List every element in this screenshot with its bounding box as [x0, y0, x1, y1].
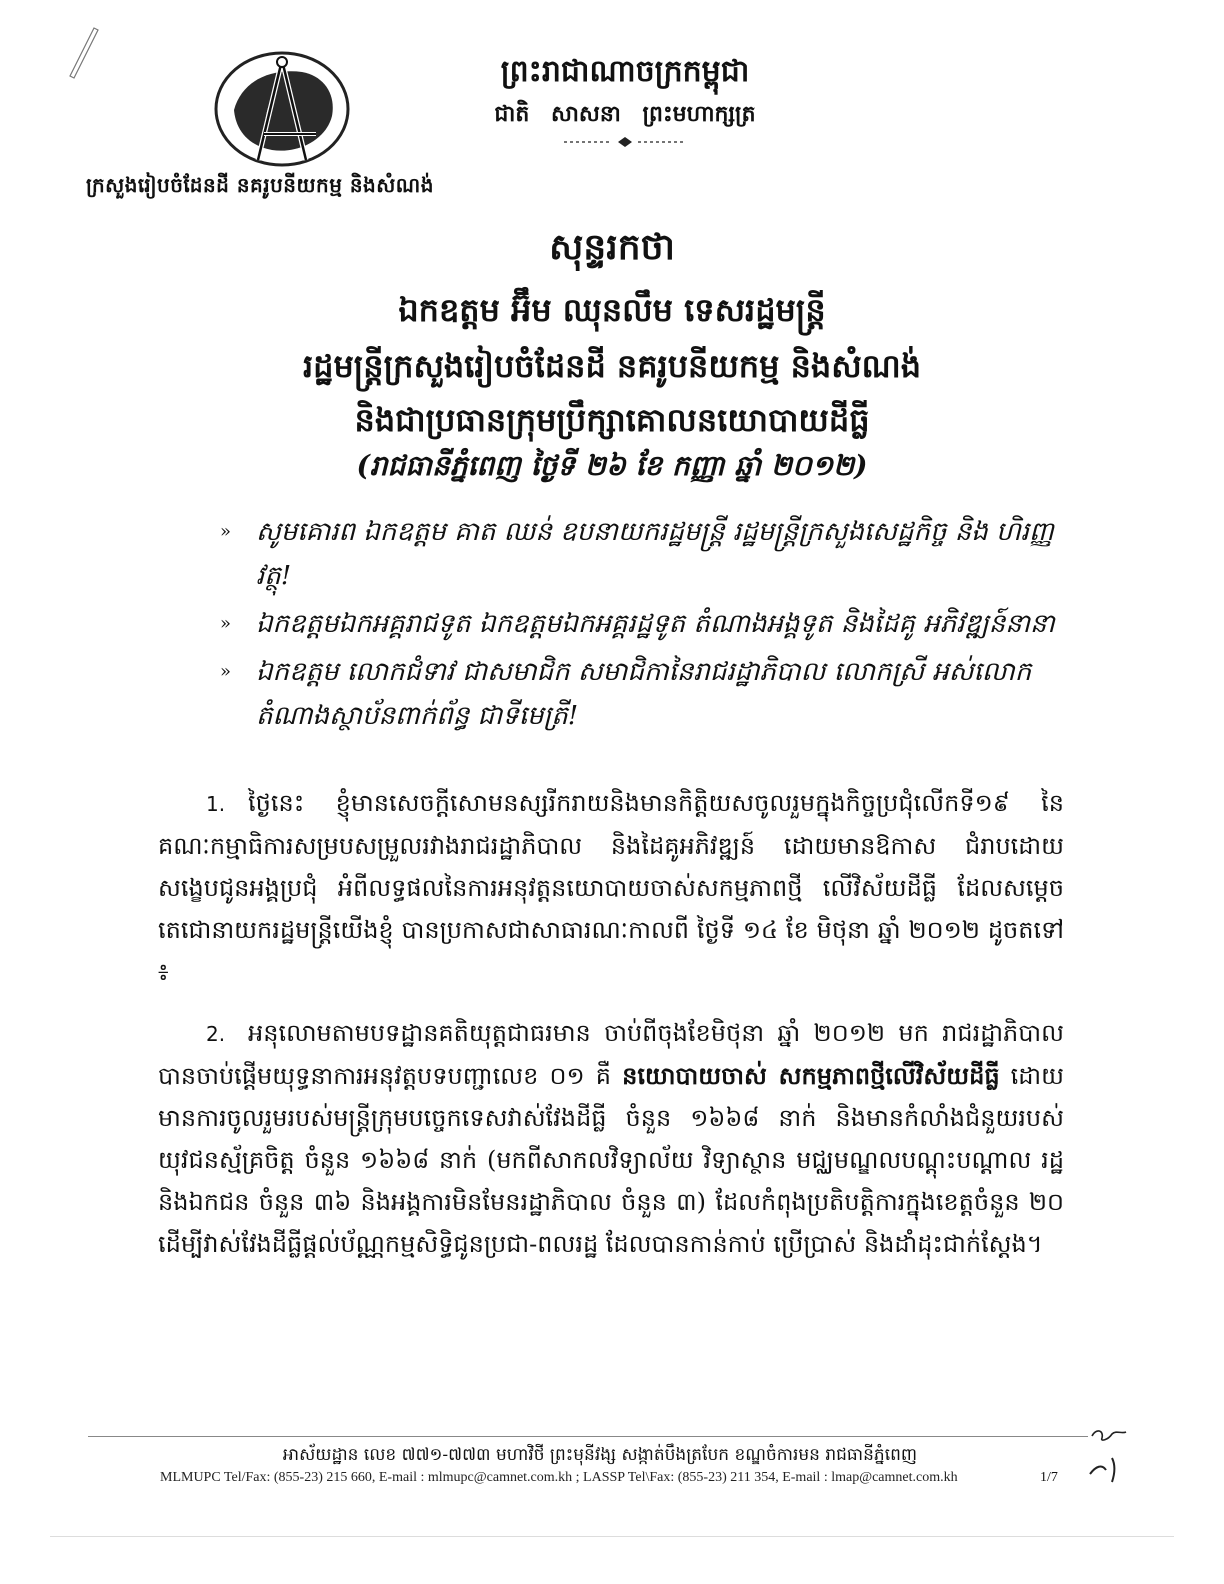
salutation-item: [220, 650, 1080, 738]
paragraph-1: [158, 782, 1064, 993]
ministry-logo-icon: [212, 50, 352, 168]
salutation-text: ឯកឧត្តមឯកអគ្គរាជទូត ឯកឧត្តមឯកអគ្គរដ្ឋទូត តំណាងអង្គទូត និងដៃគូ អភិវឌ្ឍន៍នានា: [256, 609, 1055, 639]
paragraph-text: អនុលោមតាមបទដ្ឋានគតិយុត្តជាធរមាន ចាប់ពីចុងខែមិថុនា ឆ្នាំ ២០១២ មក រាជរដ្ឋាភិបាល បានចាប់ផ្តើមយុទ្ធនាការអនុវត្តបទបញ្ជាលេខ ០១ គឺ: [158, 1019, 1064, 1090]
national-motto: ជាតិ សាសនា ព្រះមហាក្សត្រ: [494, 101, 756, 127]
salutation-list: [220, 510, 1080, 742]
ministry-label: ក្រសួងរៀបចំដែនដី នគរូបនីយកម្ម និងសំណង់: [86, 173, 434, 197]
page-number: 1/7: [1040, 1470, 1058, 1485]
salutation-item: [220, 602, 1080, 646]
speaker-role-line-2: និងជាប្រធានក្រុមប្រឹក្សាគោលនយោបាយដីធ្លី: [354, 401, 870, 439]
footer-contact: MLMUPC Tel/Fax: (855-23) 215 660, E-mail : mlmupc@camnet.com.kh ; LASSP Tel\Fax: (855-23) 211 354, E-mail : lmap@camnet.com.kh: [160, 1470, 958, 1485]
kingdom-title: ព្រះរាជាណាចក្រកម្ពុជា: [500, 54, 750, 89]
paragraph-2: [158, 1012, 1064, 1265]
document-title: សុន្ទរកថា: [549, 226, 675, 268]
place-and-date: (រាជធានីភ្នំពេញ ថ្ងៃទី ២៦ ខែ កញ្ញា ឆ្នាំ ២០១២): [356, 449, 868, 482]
handwritten-initials: [1086, 1424, 1136, 1484]
bullet-icon: »: [220, 521, 232, 542]
paragraph-number: 1.: [206, 792, 226, 816]
pen-scribble: [64, 22, 104, 82]
motto-ornament-divider: [560, 136, 690, 148]
page-bottom-edge: [50, 1536, 1174, 1537]
speaker-role-line: រដ្ឋមន្ត្រីក្រសួងរៀបចំដែនដី នគរូបនីយកម្ម និងសំណង់: [302, 347, 922, 385]
bullet-icon: »: [220, 661, 232, 682]
footer-address: អាស័យដ្ឋាន លេខ ៧៧១-៧៧៣ មហាវិថី ព្រះមុនីវង្ស សង្កាត់បឹងត្របែក ខណ្ឌចំការមន រាជធានីភ្នំពេញ: [282, 1445, 918, 1465]
paragraph-text: ដោយមានការចូលរួមរបស់មន្ត្រីក្រុមបច្ចេកទេសវាស់វែងដីធ្លី ចំនួន ១៦៦៨ នាក់ និងមានកំលាំងជំនួយរបស់យុវជនស្ម័គ្រចិត្ត ចំនួន ១៦៦៨ នាក់ (មកពីសាកលវិទ្យាល័យ វិទ្យាស្ថាន មជ្ឈមណ្ឌលបណ្តុះបណ្តាល រដ្ឋនិងឯកជន ចំនួន ៣៦ និងអង្គការមិនមែនរដ្ឋាភិបាល ចំនួន ៣) ដែលកំពុងប្រតិបត្តិការក្នុងខេត្តចំនួន ២០ ដើម្បីវាស់វែងដីធ្លីផ្តល់ប័ណ្ណកម្មសិទ្ធិជូនប្រជា-ពលរដ្ឋ ដែលបានកាន់កាប់ ប្រើប្រាស់ និងដាំដុះជាក់ស្តែង។: [158, 1062, 1065, 1258]
paragraph-bold-phrase: នយោបាយចាស់ សកម្មភាពថ្មីលើវិស័យដីធ្លី: [622, 1061, 1000, 1090]
salutation-text: ឯកឧត្តម លោកជំទាវ ជាសមាជិក សមាជិកានៃរាជរដ្ឋាភិបាល លោកស្រី អស់លោក តំណាងស្ថាប័នពាក់ព័ន្ធ ជាទីមេត្រី!: [256, 657, 1032, 731]
bullet-icon: »: [220, 613, 232, 634]
paragraph-number: 2.: [206, 1022, 226, 1046]
speaker-line: ឯកឧត្តម អ៊ឹម ឈុនលឹម ទេសរដ្ឋមន្ត្រី: [398, 291, 826, 329]
salutation-text: សូមគោរព ឯកឧត្តម គាត ឈន់ ឧបនាយករដ្ឋមន្ត្រី រដ្ឋមន្ត្រីក្រសួងសេដ្ឋកិច្ច និង ហិរញ្ញវត្ថុ!: [256, 517, 1054, 591]
footer-divider: [88, 1436, 1088, 1437]
salutation-item: [220, 510, 1080, 598]
paragraph-text: ថ្ងៃនេះ ខ្ញុំមានសេចក្តីសោមនស្សរីករាយនិងមានកិត្តិយសចូលរួមក្នុងកិច្ចប្រជុំលើកទី១៩ នៃគណៈកម្មាធិការសម្របសម្រួលរវាងរាជរដ្ឋាភិបាល និងដៃគូអភិវឌ្ឍន៍ ដោយមានឱកាស ជំរាបដោយសង្ខេបជូនអង្គប្រជុំ អំពីលទ្ធផលនៃការអនុវត្តនយោបាយចាស់សកម្មភាពថ្មី លើវិស័យដីធ្លី ដែលសម្តេចតេជោនាយករដ្ឋមន្ត្រីយើងខ្ញុំ បានប្រកាសជាសាធារណៈកាលពី ថ្ងៃទី ១៤ ខែ មិថុនា ឆ្នាំ ២០១២ ដូចតទៅ ៖: [158, 789, 1064, 986]
